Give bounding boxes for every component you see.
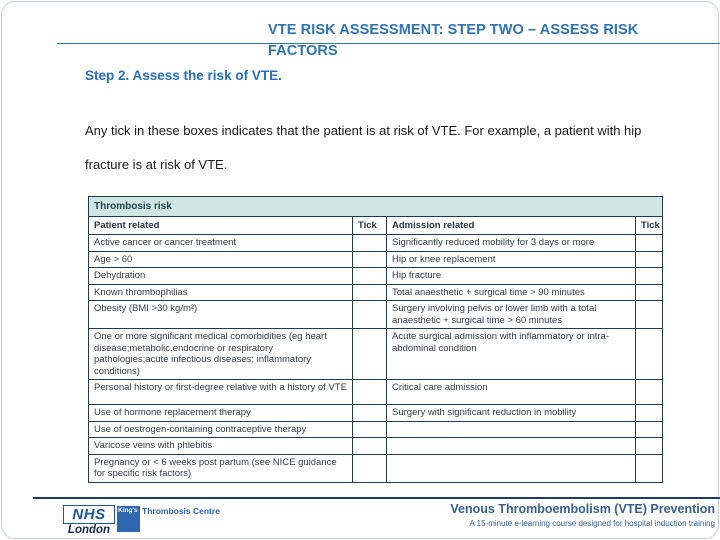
patient-related-cell: Use of hormone replacement therapy [89, 405, 353, 422]
patient-tick-cell [353, 251, 387, 268]
table-row [89, 251, 663, 268]
table-column-header-row [89, 217, 663, 235]
column-header-admission-related: Admission related [387, 217, 636, 235]
footer-rule [33, 497, 720, 499]
admission-related-cell: Surgery involving pelvis or lower limb with a total anaesthetic + surgical time > 60 minutes [387, 301, 636, 329]
patient-tick-cell [353, 235, 387, 252]
admission-tick-cell [636, 235, 663, 252]
patient-tick-cell [353, 268, 387, 285]
risk-table-body [89, 235, 663, 483]
column-header-patient-related: Patient related [89, 217, 353, 235]
admission-tick-cell [636, 454, 663, 482]
body-paragraph: Any tick in these boxes indicates that the patient is at risk of VTE. For example, a patient with hip fracture is at risk of VTE. [85, 123, 642, 172]
table-band-row [89, 197, 663, 217]
patient-related-cell: Dehydration [89, 268, 353, 285]
patient-related-cell: Age > 60 [89, 251, 353, 268]
admission-tick-cell [636, 301, 663, 329]
patient-tick-cell [353, 405, 387, 422]
table-row [89, 284, 663, 301]
patient-tick-cell [353, 438, 387, 455]
patient-tick-cell [353, 301, 387, 329]
patient-related-cell: Known thrombophilias [89, 284, 353, 301]
nhs-region-label: London [67, 524, 111, 536]
column-header-tick-1: Tick [353, 217, 387, 235]
page-title-line-1: VTE RISK ASSESSMENT: STEP TWO – ASSESS RISK [268, 22, 639, 38]
footer-course-subtitle: A 15-minute e-learning course designed for hospital induction training [469, 519, 715, 528]
patient-related-cell: Active cancer or cancer treatment [89, 235, 353, 252]
admission-related-cell: Significantly reduced mobility for 3 days or more [387, 235, 636, 252]
table-row [89, 454, 663, 482]
kings-thrombosis-centre-logo: King's [117, 506, 140, 532]
admission-related-cell: Acute surgical admission with inflammatory or intra-abdominal condition [387, 329, 636, 380]
admission-related-cell: Critical care admission [387, 380, 636, 405]
nhs-logo: NHS [63, 505, 115, 524]
table-row [89, 380, 663, 405]
admission-related-cell: Surgery with significant reduction in mobility [387, 405, 636, 422]
patient-tick-cell [353, 380, 387, 405]
admission-tick-cell [636, 268, 663, 285]
admission-related-cell: Total anaesthetic + surgical time > 90 minutes [387, 284, 636, 301]
patient-related-cell: Personal history or first-degree relative with a history of VTE [89, 380, 353, 405]
admission-tick-cell [636, 284, 663, 301]
admission-related-cell [387, 438, 636, 455]
table-row [89, 405, 663, 422]
table-band-title: Thrombosis risk [89, 197, 663, 217]
admission-tick-cell [636, 405, 663, 422]
table-row [89, 329, 663, 380]
step-heading: Step 2. Assess the risk of VTE. [85, 68, 282, 83]
admission-related-cell [387, 454, 636, 482]
table-row [89, 235, 663, 252]
patient-related-cell: Use of oestrogen-containing contraceptive therapy [89, 421, 353, 438]
patient-related-cell: Pregnancy or < 6 weeks post partum (see NICE guidance for specific risk factors) [89, 454, 353, 482]
table-row [89, 268, 663, 285]
admission-tick-cell [636, 438, 663, 455]
patient-related-cell: Obesity (BMI >30 kg/m²) [89, 301, 353, 329]
patient-related-cell: Varicose veins with phlebitis [89, 438, 353, 455]
admission-related-cell [387, 421, 636, 438]
admission-related-cell: Hip fracture [387, 268, 636, 285]
admission-tick-cell [636, 329, 663, 380]
table-row [89, 438, 663, 455]
page-title-line-2: FACTORS [268, 43, 338, 59]
admission-tick-cell [636, 380, 663, 405]
patient-tick-cell [353, 421, 387, 438]
table-row [89, 301, 663, 329]
page-title [268, 20, 716, 62]
table-row [89, 421, 663, 438]
column-header-tick-2: Tick [636, 217, 663, 235]
admission-tick-cell [636, 251, 663, 268]
footer-course-title: Venous Thromboembolism (VTE) Prevention [450, 502, 715, 516]
patient-tick-cell [353, 284, 387, 301]
patient-related-cell: One or more significant medical comorbidities (eg heart disease;metabolic,endocrine or respiratory pathologies;acute infectious diseases; inflammatory conditions) [89, 329, 353, 380]
patient-tick-cell [353, 454, 387, 482]
kings-thrombosis-centre-label: Thrombosis Centre [142, 506, 220, 516]
patient-tick-cell [353, 329, 387, 380]
admission-related-cell: Hip or knee replacement [387, 251, 636, 268]
risk-table [88, 196, 663, 483]
admission-tick-cell [636, 421, 663, 438]
